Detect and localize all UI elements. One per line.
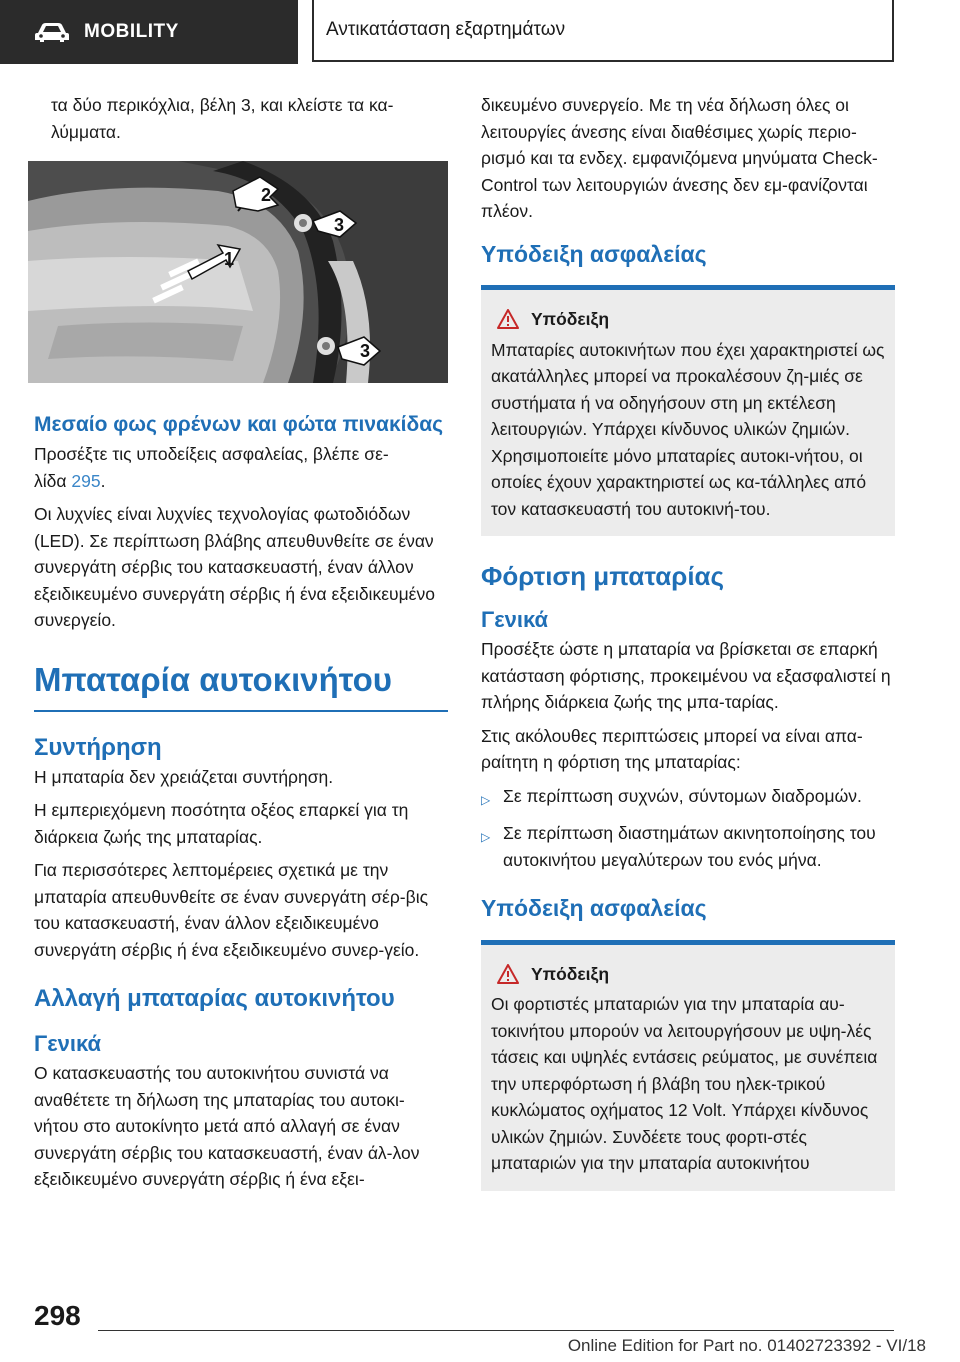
intro-text: τα δύο περικόχλια, βέλη 3, και κλείστε τα κα- λύμματα. [51, 95, 394, 142]
safety-box-2-title [491, 961, 885, 988]
footer-rule [98, 1330, 894, 1331]
chapter-header [312, 0, 894, 62]
safety-box-1-text: Μπαταρίες αυτοκινήτων που έχει χαρακτηριστεί ως ακατάλληλες μπορεί να προκαλέσουν ζη-μιές σε συστήματα ή να οδηγήσουν στη μη εκτέλεση λειτουργιών. Υπάρχει κίνδυνος υλικών ζημιών. Χρησιμοποιείτε μόνο μπαταρίες αυτοκι-νήτου, οι οποίες έχουν χαρακτηριστεί ως κα-τάλληλες από τον κατασκευαστή του αυτοκινή-του. [491, 339, 885, 519]
safety-heading-2: Υπόδειξη ασφαλείας [481, 895, 707, 921]
safety-box-1-title [491, 306, 885, 333]
heading-battery-change: Αλλαγή μπαταρίας αυτοκινήτου [34, 985, 395, 1012]
plate-text-2: Οι λυχνίες είναι λυχνίες τεχνολογίας φωτοδιόδων (LED). Σε περίπτωση βλάβης απευθυνθείτε σε έναν συνεργάτη σέρβις του κατασκευαστή, έναν άλλον εξειδικευμένο συνεργάτη σέρβις ή ένα εξειδικευμένο συνεργείο. [34, 504, 435, 630]
page-link-295[interactable]: 295 [71, 470, 101, 491]
heading-general-right: Γενικά [481, 607, 549, 632]
tail-light-illustration [28, 161, 448, 383]
bullet-text-1: Σε περίπτωση συχνών, σύντομων διαδρομών. [503, 785, 862, 806]
callout-2: 2 [261, 185, 272, 205]
edition-info: Online Edition for Part no. 01402723392 - VI/18 [567, 1336, 926, 1355]
heading-battery: Μπαταρία αυτοκινήτου [34, 660, 392, 698]
maint-text-2: Η εμπεριεχόμενη ποσότητα οξέος επαρκεί για τη διάρκεια ζωής της μπαταρίας. [34, 800, 409, 847]
right-column [481, 92, 895, 1191]
warning-icon [497, 309, 519, 329]
bullet-item-1 [481, 783, 895, 814]
plate-text-1-prefix: Προσέξτε τις υποδείξεις ασφαλείας, βλέπε σε- λίδα [34, 444, 389, 491]
heading-general-left: Γενικά [34, 1031, 102, 1056]
safety-box-2 [481, 945, 895, 1191]
plate-text-1-suffix: . [100, 470, 106, 491]
safety-box-2-label: Υπόδειξη [531, 963, 610, 984]
heading-charging: Φόρτιση μπαταρίας [481, 561, 725, 591]
tail-light-figure [28, 161, 448, 383]
callout-3-bottom: 3 [360, 341, 371, 361]
safety-box-2-text: Οι φορτιστές μπαταριών για την μπαταρία αυ-τοκινήτου μπορούν να λειτουργήσουν με υψη-λές τάσεις και υψηλές εντάσεις ρεύματος, με συνέπεια την υπερφόρτωση ή βλάβη του ηλεκ-τρικού κυκλώματος οχήματος 12 Volt. Υπάρχει κίνδυνος υλικών ζημιών. Συνδέετε τους φορτι-στές μπαταριών για την μπαταρία αυτοκινήτου [491, 994, 878, 1173]
heading-plate-lights: Μεσαίο φως φρένων και φώτα πινακίδας [34, 413, 444, 436]
charge-text-2: Στις ακόλουθες περιπτώσεις μπορεί να είναι απα-ραίτητη η φόρτιση της μπαταρίας: [481, 725, 863, 772]
triangle-bullet-icon: ▷ [481, 830, 491, 844]
car-icon [34, 21, 70, 43]
triangle-bullet-icon: ▷ [481, 792, 491, 807]
charge-text-1: Προσέξτε ώστε η μπαταρία να βρίσκεται σε επαρκή κατάσταση φόρτισης, προκειμένου να εξασφαλιστεί η πλήρης διάρκεια ζωής της μπα-ταρίας. [481, 639, 891, 712]
heading-maintenance: Συντήρηση [34, 733, 162, 761]
bullet-text-2: Σε περίπτωση διαστημάτων ακινητοποίησης του αυτοκινήτου μεγαλύτερων του ενός μήνα. [503, 823, 876, 870]
heading-rule [34, 710, 448, 712]
maint-text-3: Για περισσότερες λεπτομέρειες σχετικά με την μπαταρία απευθυνθείτε σε έναν συνεργάτη σέρ-βις του κατασκευαστή, έναν άλλον εξειδικευμένο συνεργάτη σέρβις ή ένα εξειδικευμένο συνερ-γείο. [34, 860, 429, 960]
callout-3-top: 3 [334, 215, 345, 235]
left-column [34, 92, 448, 1200]
safety-heading-1: Υπόδειξη ασφαλείας [481, 240, 707, 267]
change-text: Ο κατασκευαστής του αυτοκινήτου συνιστά να αναθέτετε τη δήλωση της μπαταρίας του αυτοκι-νήτου στο αυτοκίνητο μετά από αλλαγή σε έναν συνεργάτη σέρβις του κατασκευαστή, έναν άλ-λον εξειδικευμένο συνεργάτη σέρβις ή ένα εξει- [34, 1063, 420, 1189]
safety-box-1 [481, 290, 895, 536]
bullet-item-2 [481, 820, 895, 873]
section-title: MOBILITY [84, 21, 179, 42]
continued-text: δικευμένο συνεργείο. Με τη νέα δήλωση όλες οι λειτουργίες άνεσης είναι διαθέσιμες χωρίς περιο-ρισμό και τα ενδεχ. εμφανιζόμενα μηνύματα Check-Control των λειτουργιών άνεσης δεν εμ-φανίζονται πλέον. [481, 95, 878, 221]
plate-text-1 [34, 441, 448, 494]
chapter-title: Αντικατάσταση εξαρτημάτων [326, 19, 566, 40]
safety-box-1-label: Υπόδειξη [531, 309, 610, 329]
callout-1: 1 [224, 249, 235, 269]
maint-text-1: Η μπαταρία δεν χρειάζεται συντήρηση. [34, 766, 334, 787]
section-header [0, 0, 298, 64]
warning-icon [497, 964, 519, 984]
page-number: 298 [34, 1300, 81, 1331]
